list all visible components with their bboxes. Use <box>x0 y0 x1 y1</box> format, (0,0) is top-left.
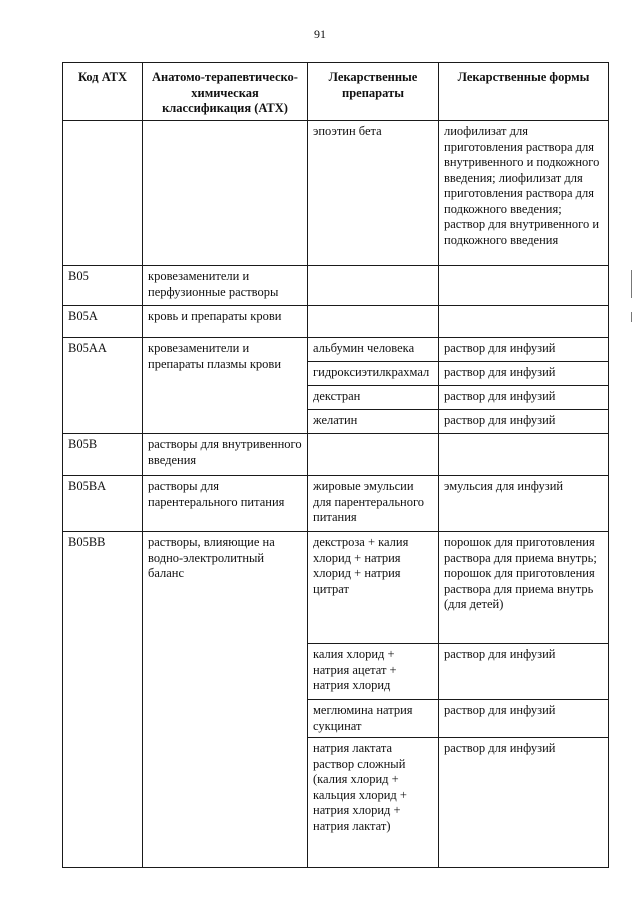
dosage-form: раствор для инфузий <box>439 644 609 700</box>
dosage-form: эмульсия для инфузий <box>439 476 609 532</box>
cell-empty <box>439 266 609 306</box>
atc-code: B05BB <box>63 532 143 868</box>
table-row <box>63 434 609 476</box>
atc-code: B05AA <box>63 338 143 434</box>
drug-name: жировые эмульсии для парентерального питания <box>308 476 439 532</box>
header-classification: Анатомо-терапевтическо-химическая классификация (АТХ) <box>143 63 308 121</box>
dosage-form: раствор для инфузий <box>439 386 609 410</box>
scan-edge-mark <box>631 312 632 322</box>
atc-code: B05A <box>63 306 143 338</box>
atc-classification: кровезаменители и перфузионные растворы <box>143 266 308 306</box>
atc-code: B05B <box>63 434 143 476</box>
cell-empty <box>308 306 439 338</box>
drug-name: декстроза + калия хлорид + натрия хлорид + натрия цитрат <box>308 532 439 644</box>
dosage-form: раствор для инфузий <box>439 362 609 386</box>
table-row <box>63 121 609 266</box>
table-row <box>63 338 609 362</box>
scan-edge-mark <box>631 270 632 298</box>
header-code: Код АТХ <box>63 63 143 121</box>
drug-name: декстран <box>308 386 439 410</box>
dosage-form: раствор для инфузий <box>439 738 609 868</box>
header-forms: Лекарственные формы <box>439 63 609 121</box>
dosage-form: раствор для инфузий <box>439 338 609 362</box>
drug-name: альбумин человека <box>308 338 439 362</box>
atc-classification: растворы, влияющие на водно-электролитный баланс <box>143 532 308 868</box>
drug-name: натрия лактата раствор сложный (калия хлорид + кальция хлорид + натрия хлорид + натрия лактат) <box>308 738 439 868</box>
drug-name: меглюмина натрия сукцинат <box>308 700 439 738</box>
table-header-row <box>63 63 609 121</box>
drug-name: эпоэтин бета <box>308 121 439 266</box>
drug-name: калия хлорид + натрия ацетат + натрия хлорид <box>308 644 439 700</box>
cell-empty <box>439 434 609 476</box>
dosage-form: порошок для приготовления раствора для приема внутрь; порошок для приготовления раствора для приема внутрь (для детей) <box>439 532 609 644</box>
cell-empty <box>143 121 308 266</box>
table-row <box>63 476 609 532</box>
table-row <box>63 532 609 644</box>
drug-name: желатин <box>308 410 439 434</box>
dosage-form: лиофилизат для приготовления раствора для внутривенного и подкожного введения; лиофилизат для приготовления раствора для подкожного введения; раствор для внутривенного и подкожного введения <box>439 121 609 266</box>
header-drugs: Лекарственные препараты <box>308 63 439 121</box>
drug-table <box>62 62 609 868</box>
dosage-form: раствор для инфузий <box>439 410 609 434</box>
page-number: 91 <box>314 27 326 41</box>
drug-name: гидроксиэтилкрахмал <box>308 362 439 386</box>
table-row <box>63 266 609 306</box>
atc-classification: растворы для парентерального питания <box>143 476 308 532</box>
cell-empty <box>63 121 143 266</box>
atc-code: B05 <box>63 266 143 306</box>
atc-classification: растворы для внутривенного введения <box>143 434 308 476</box>
atc-code: B05BA <box>63 476 143 532</box>
cell-empty <box>308 266 439 306</box>
table-row <box>63 306 609 338</box>
atc-classification: кровь и препараты крови <box>143 306 308 338</box>
atc-classification: кровезаменители и препараты плазмы крови <box>143 338 308 434</box>
cell-empty <box>439 306 609 338</box>
dosage-form: раствор для инфузий <box>439 700 609 738</box>
cell-empty <box>308 434 439 476</box>
